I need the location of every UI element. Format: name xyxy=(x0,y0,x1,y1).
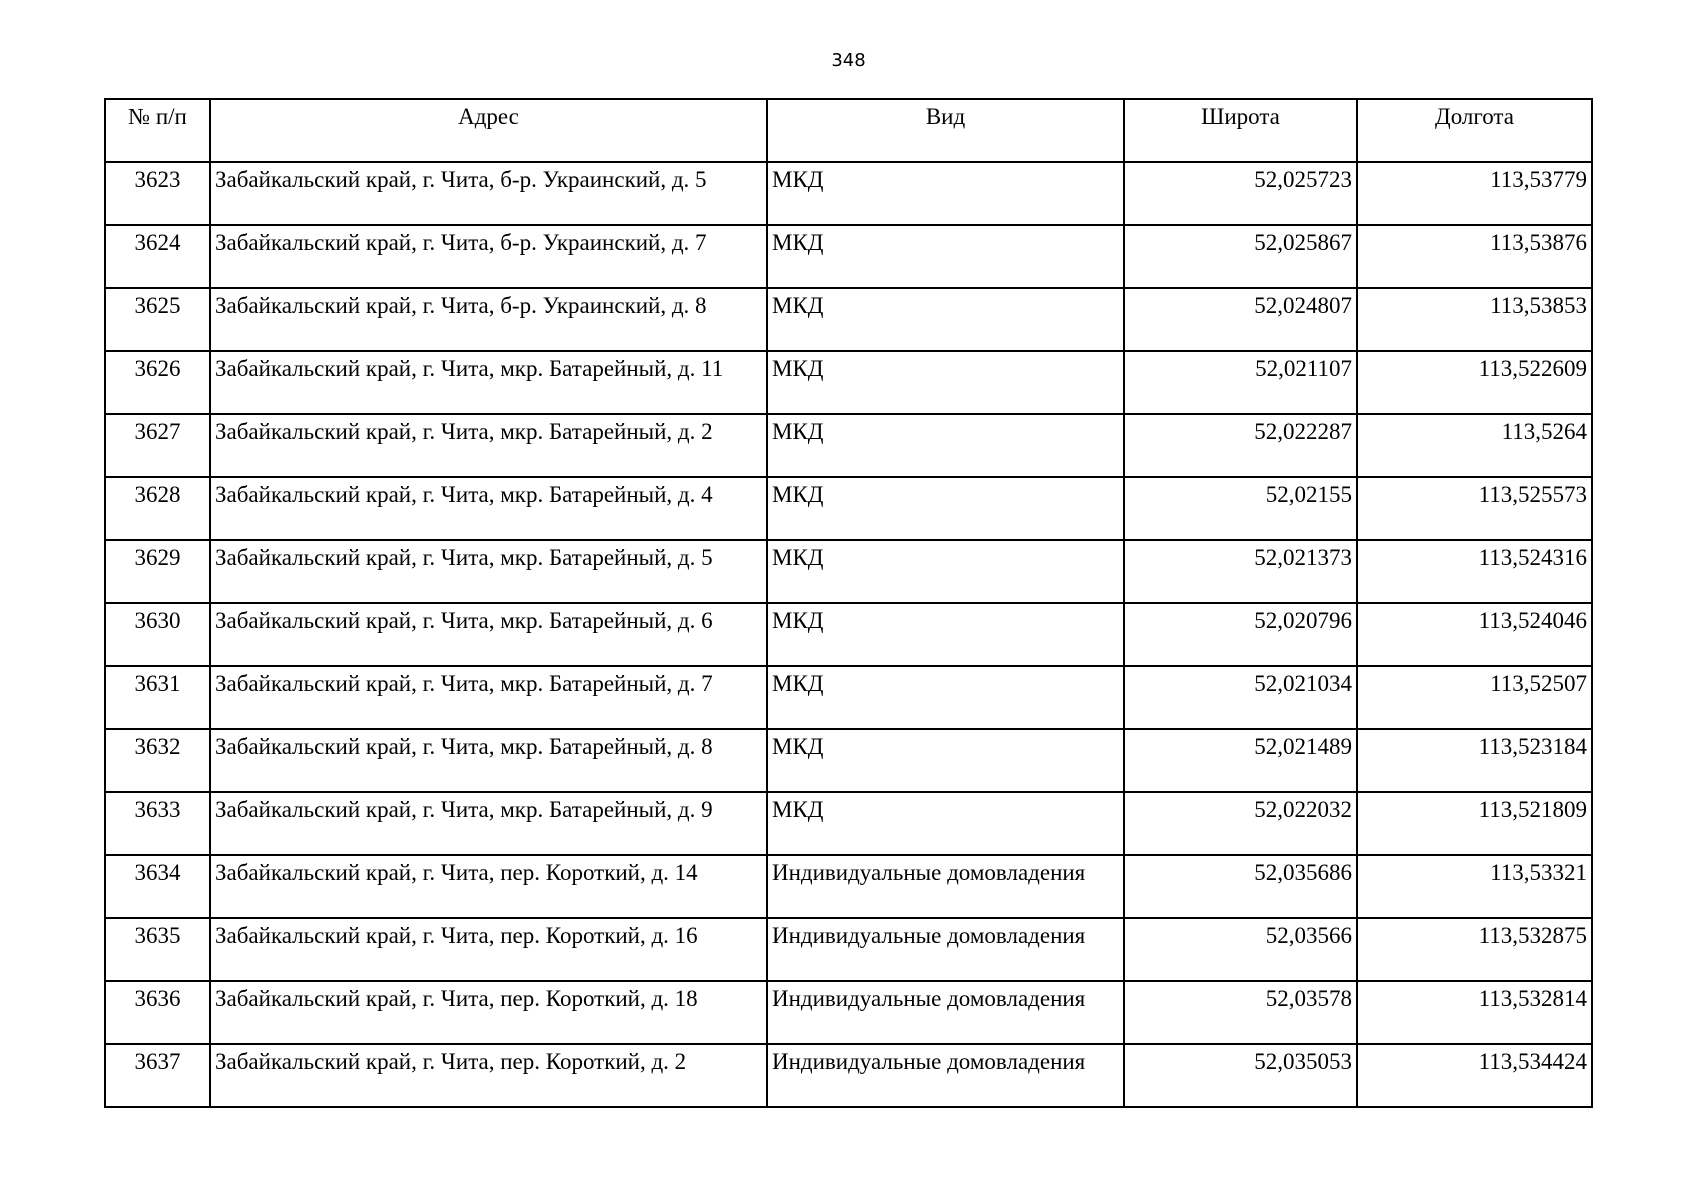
table-row xyxy=(105,918,1592,981)
cell-latitude: 52,021034 xyxy=(1124,666,1357,729)
cell-type: МКД xyxy=(767,414,1124,477)
cell-address: Забайкальский край, г. Чита, б-р. Украинский, д. 5 xyxy=(210,162,767,225)
table-body xyxy=(105,162,1592,1107)
table-row xyxy=(105,351,1592,414)
cell-number: 3634 xyxy=(105,855,210,918)
cell-latitude: 52,022032 xyxy=(1124,792,1357,855)
address-table xyxy=(104,98,1593,1108)
cell-number: 3629 xyxy=(105,540,210,603)
cell-type: МКД xyxy=(767,729,1124,792)
cell-address: Забайкальский край, г. Чита, мкр. Батарейный, д. 4 xyxy=(210,477,767,540)
table-row xyxy=(105,666,1592,729)
header-address: Адрес xyxy=(210,99,767,162)
cell-number: 3637 xyxy=(105,1044,210,1107)
table-row xyxy=(105,477,1592,540)
cell-longitude: 113,524316 xyxy=(1357,540,1592,603)
cell-longitude: 113,53853 xyxy=(1357,288,1592,351)
header-latitude: Широта xyxy=(1124,99,1357,162)
cell-longitude: 113,532814 xyxy=(1357,981,1592,1044)
cell-longitude: 113,534424 xyxy=(1357,1044,1592,1107)
cell-latitude: 52,022287 xyxy=(1124,414,1357,477)
table-row xyxy=(105,981,1592,1044)
cell-longitude: 113,53876 xyxy=(1357,225,1592,288)
table-row xyxy=(105,288,1592,351)
cell-latitude: 52,020796 xyxy=(1124,603,1357,666)
cell-address: Забайкальский край, г. Чита, б-р. Украинский, д. 7 xyxy=(210,225,767,288)
cell-longitude: 113,5264 xyxy=(1357,414,1592,477)
cell-number: 3624 xyxy=(105,225,210,288)
cell-type: МКД xyxy=(767,666,1124,729)
cell-number: 3635 xyxy=(105,918,210,981)
cell-address: Забайкальский край, г. Чита, пер. Короткий, д. 16 xyxy=(210,918,767,981)
cell-latitude: 52,021373 xyxy=(1124,540,1357,603)
cell-longitude: 113,523184 xyxy=(1357,729,1592,792)
cell-address: Забайкальский край, г. Чита, мкр. Батарейный, д. 2 xyxy=(210,414,767,477)
cell-longitude: 113,521809 xyxy=(1357,792,1592,855)
table-row xyxy=(105,162,1592,225)
table-row xyxy=(105,414,1592,477)
cell-longitude: 113,52507 xyxy=(1357,666,1592,729)
cell-address: Забайкальский край, г. Чита, мкр. Батарейный, д. 11 xyxy=(210,351,767,414)
page-number: 348 xyxy=(831,50,866,71)
cell-latitude: 52,03566 xyxy=(1124,918,1357,981)
cell-address: Забайкальский край, г. Чита, мкр. Батарейный, д. 7 xyxy=(210,666,767,729)
table-header xyxy=(105,99,1592,162)
cell-number: 3627 xyxy=(105,414,210,477)
table-row xyxy=(105,1044,1592,1107)
cell-address: Забайкальский край, г. Чита, мкр. Батарейный, д. 5 xyxy=(210,540,767,603)
cell-number: 3631 xyxy=(105,666,210,729)
cell-type: МКД xyxy=(767,477,1124,540)
cell-latitude: 52,035053 xyxy=(1124,1044,1357,1107)
cell-address: Забайкальский край, г. Чита, мкр. Батарейный, д. 8 xyxy=(210,729,767,792)
header-row xyxy=(105,99,1592,162)
cell-longitude: 113,525573 xyxy=(1357,477,1592,540)
cell-latitude: 52,02155 xyxy=(1124,477,1357,540)
cell-number: 3630 xyxy=(105,603,210,666)
cell-type: МКД xyxy=(767,540,1124,603)
cell-type: МКД xyxy=(767,603,1124,666)
table-row xyxy=(105,792,1592,855)
cell-number: 3623 xyxy=(105,162,210,225)
cell-address: Забайкальский край, г. Чита, пер. Короткий, д. 18 xyxy=(210,981,767,1044)
cell-latitude: 52,03578 xyxy=(1124,981,1357,1044)
cell-type: МКД xyxy=(767,351,1124,414)
cell-latitude: 52,025867 xyxy=(1124,225,1357,288)
table-row xyxy=(105,225,1592,288)
cell-type: МКД xyxy=(767,288,1124,351)
cell-number: 3636 xyxy=(105,981,210,1044)
cell-address: Забайкальский край, г. Чита, мкр. Батарейный, д. 9 xyxy=(210,792,767,855)
cell-type: МКД xyxy=(767,162,1124,225)
cell-number: 3628 xyxy=(105,477,210,540)
cell-latitude: 52,025723 xyxy=(1124,162,1357,225)
cell-address: Забайкальский край, г. Чита, пер. Короткий, д. 2 xyxy=(210,1044,767,1107)
table-row xyxy=(105,729,1592,792)
cell-address: Забайкальский край, г. Чита, б-р. Украинский, д. 8 xyxy=(210,288,767,351)
header-longitude: Долгота xyxy=(1357,99,1592,162)
cell-latitude: 52,024807 xyxy=(1124,288,1357,351)
cell-type: Индивидуальные домовладения xyxy=(767,855,1124,918)
table-row xyxy=(105,855,1592,918)
cell-number: 3632 xyxy=(105,729,210,792)
cell-longitude: 113,53779 xyxy=(1357,162,1592,225)
table-row xyxy=(105,603,1592,666)
cell-longitude: 113,532875 xyxy=(1357,918,1592,981)
cell-address: Забайкальский край, г. Чита, мкр. Батарейный, д. 6 xyxy=(210,603,767,666)
cell-number: 3633 xyxy=(105,792,210,855)
cell-latitude: 52,035686 xyxy=(1124,855,1357,918)
cell-number: 3626 xyxy=(105,351,210,414)
cell-type: Индивидуальные домовладения xyxy=(767,1044,1124,1107)
cell-type: Индивидуальные домовладения xyxy=(767,981,1124,1044)
header-type: Вид xyxy=(767,99,1124,162)
table-row xyxy=(105,540,1592,603)
cell-latitude: 52,021107 xyxy=(1124,351,1357,414)
cell-longitude: 113,522609 xyxy=(1357,351,1592,414)
cell-type: МКД xyxy=(767,792,1124,855)
header-number: № п/п xyxy=(105,99,210,162)
cell-latitude: 52,021489 xyxy=(1124,729,1357,792)
cell-number: 3625 xyxy=(105,288,210,351)
cell-longitude: 113,524046 xyxy=(1357,603,1592,666)
cell-address: Забайкальский край, г. Чита, пер. Короткий, д. 14 xyxy=(210,855,767,918)
cell-longitude: 113,53321 xyxy=(1357,855,1592,918)
cell-type: Индивидуальные домовладения xyxy=(767,918,1124,981)
cell-type: МКД xyxy=(767,225,1124,288)
